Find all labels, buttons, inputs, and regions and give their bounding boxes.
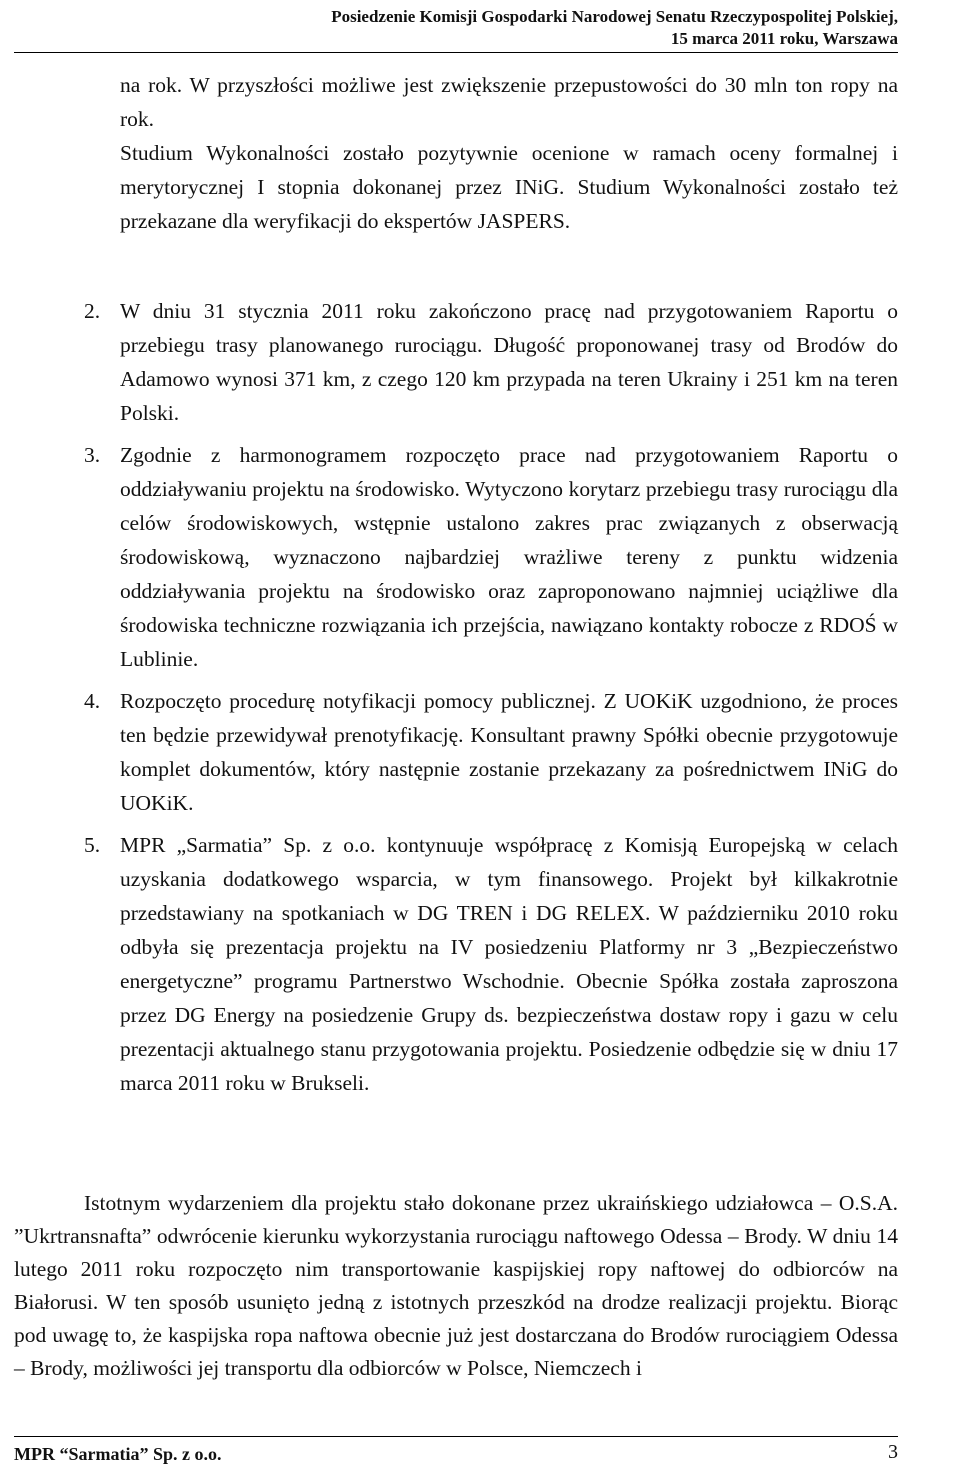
- header-rule: [14, 52, 898, 53]
- page-number: 3: [888, 1441, 898, 1463]
- list-item-number: 5.: [84, 833, 101, 857]
- intro-paragraph-1: na rok. W przyszłości możliwe jest zwiększenie przepustowości do 30 mln ton ropy na rok.: [120, 73, 898, 131]
- footer-rule: [14, 1436, 898, 1437]
- footer-company: MPR “Sarmatia” Sp. z o.o.: [14, 1444, 222, 1464]
- list-item-text: Rozpoczęto procedurę notyfikacji pomocy publicznej. Z UOKiK uzgodniono, że proces ten będzie przewidywał prenotyfikację. Konsultant prawny Spółki obecnie przygotowuje komplet dokumentów, który następnie zostanie przekazany za pośrednictwem INiG do UOKiK.: [120, 689, 898, 815]
- closing-section: [14, 1187, 898, 1385]
- list-item-number: 3.: [84, 443, 101, 467]
- header-line-1: Posiedzenie Komisji Gospodarki Narodowej Senatu Rzeczypospolitej Polskiej,: [331, 7, 898, 26]
- list-item-3: [84, 438, 898, 676]
- list-item-text: W dniu 31 stycznia 2011 roku zakończono pracę nad przygotowaniem Raportu o przebiegu trasy planowanego rurociągu. Długość proponowanej trasy od Brodów do Adamowo wynosi 371 km, z czego 120 km przypada na teren Ukrainy i 251 km na teren Polski.: [120, 299, 898, 425]
- closing-paragraph: Istotnym wydarzeniem dla projektu stało dokonane przez ukraińskiego udziałowca – O.S.A. ”Ukrtransnafta” odwrócenie kierunku wykorzystania rurociągu naftowego Odessa – Brody. W dniu 14 lutego 2011 roku rozpoczęto nim transportowanie kaspijskiej ropy naftowej do odbiorców na Białorusi. W ten sposób usunięto jedną z istotnych przeszkód na drodze realizacji projektu. Biorąc pod uwagę to, że kaspijska ropa naftowa obecnie już jest dostarczana do Brodów rurociągiem Odessa – Brody, możliwości jej transportu dla odbiorców w Polsce, Niemczech i: [14, 1191, 898, 1380]
- list-item-2: [84, 294, 898, 430]
- list-item-number: 4.: [84, 689, 101, 713]
- header-line-2: 15 marca 2011 roku, Warszawa: [670, 29, 898, 48]
- list-item-4: [84, 684, 898, 820]
- intro-section: [120, 68, 898, 238]
- list-item-text: Zgodnie z harmonogramem rozpoczęto prace nad przygotowaniem Raportu o oddziaływaniu projektu na środowisko. Wytyczono korytarz przebiegu trasy rurociągu dla celów środowiskowych, wstępnie ustalono zakres prac związanych z obserwacją środowiskową, wyznaczono najbardziej wrażliwe tereny z punktu widzenia oddziaływania projektu na środowisko oraz zaproponowano najmniej uciążliwe dla środowiska techniczne rozwiązania ich przejścia, nawiązano kontakty robocze z RDOŚ w Lublinie.: [120, 443, 898, 671]
- list-item-text: MPR „Sarmatia” Sp. z o.o. kontynuuje współpracę z Komisją Europejską w celach uzyskania dodatkowego wsparcia, w tym finansowego. Projekt był kilkakrotnie przedstawiany na spotkaniach w DG TREN i DG RELEX. W październiku 2010 roku odbyła się prezentacja projektu na IV posiedzeniu Platformy nr 3 „Bezpieczeństwo energetyczne” programu Partnerstwo Wschodnie. Obecnie Spółka została zaproszona przez DG Energy na posiedzenie Grupy ds. bezpieczeństwa dostaw ropy i gazu w celu prezentacji aktualnego stanu przygotowania projektu. Posiedzenie odbędzie się w dniu 17 marca 2011 roku w Brukseli.: [120, 833, 898, 1095]
- list-item-5: [84, 828, 898, 1100]
- intro-paragraph-2: Studium Wykonalności zostało pozytywnie ocenione w ramach oceny formalnej i merytorycznej I stopnia dokonanej przez INiG. Studium Wykonalności zostało też przekazane dla weryfikacji do ekspertów JASPERS.: [120, 141, 898, 233]
- list-item-number: 2.: [84, 299, 101, 323]
- page-header: [331, 6, 898, 50]
